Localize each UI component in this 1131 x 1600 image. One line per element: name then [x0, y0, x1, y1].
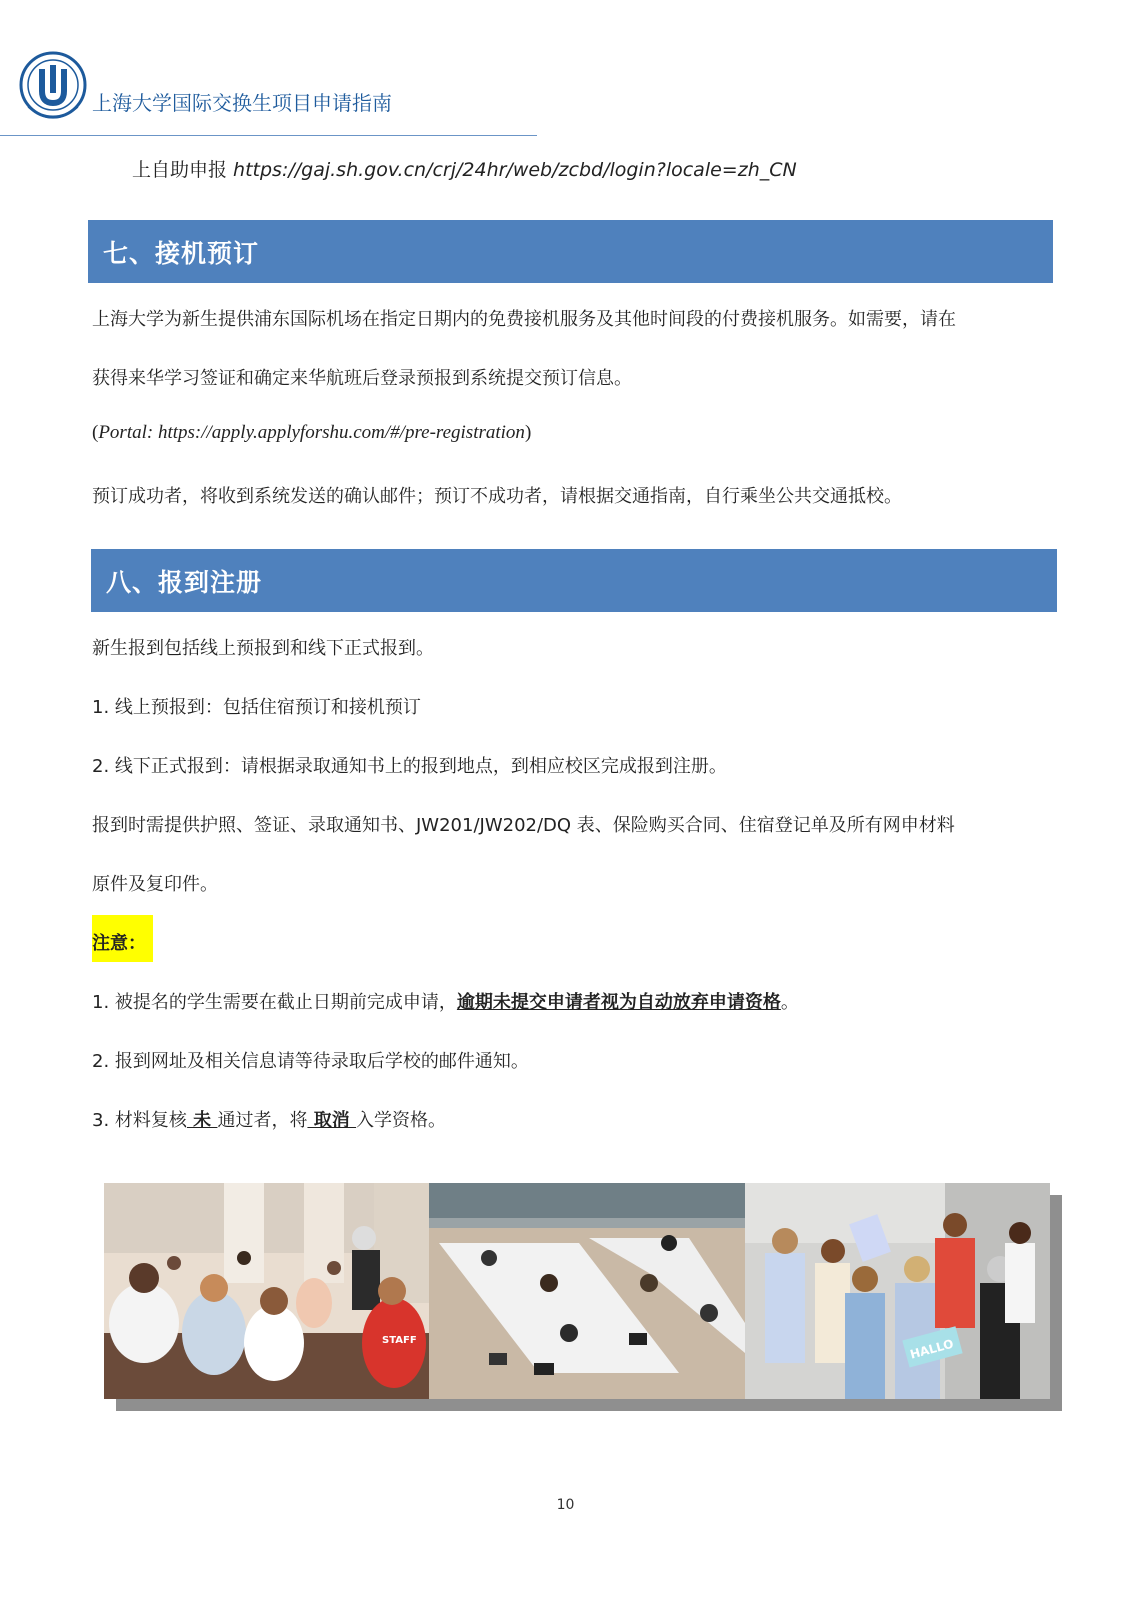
portal-close-paren: ) — [524, 422, 532, 443]
pickup-paragraph-line-1: 上海大学为新生提供浦东国际机场在指定日期内的免费接机服务及其他时间段的付费接机服务。如需要，请在 — [92, 309, 956, 330]
note-3-part-c: 入学资格。 — [356, 1110, 446, 1131]
portal-open-paren: ( — [92, 422, 99, 443]
section-heading-registration — [91, 549, 1057, 612]
declaration-url[interactable]: https://gaj.sh.gov.cn/crj/24hr/web/zcbd/login?locale=zh_CN — [233, 159, 797, 181]
shanghai-university-logo — [18, 45, 88, 131]
note-1-suffix: 。 — [780, 992, 799, 1013]
pickup-confirmation-text: 预订成功者，将收到系统发送的确认邮件；预订不成功者，请根据交通指南，自行乘坐公共交通抵校。 — [92, 486, 902, 507]
note-label: 注意： — [92, 933, 146, 954]
required-materials-line-2: 原件及复印件。 — [92, 874, 218, 895]
note-1-emphasis: 逾期未提交申请者视为自动放弃申请资格 — [456, 992, 781, 1013]
group-photo — [745, 1183, 1050, 1399]
note-item-2: 2. 报到网址及相关信息请等待录取后学校的邮件通知。 — [92, 1051, 529, 1072]
page-number: 10 — [556, 1497, 575, 1513]
note-3-cancel: 取消 — [307, 1110, 356, 1131]
section-heading-text: 七、接机预订 — [103, 239, 260, 268]
pickup-paragraph-line-2: 获得来华学习签证和确定来华航班后登录预报到系统提交预订信息。 — [92, 368, 632, 389]
exit-entry-declaration-line — [132, 155, 797, 182]
portal-line — [92, 422, 531, 444]
note-3-not: 未 — [186, 1110, 218, 1131]
staff-shirt-text: STAFF — [382, 1335, 417, 1346]
photo-strip — [104, 1183, 1050, 1399]
registration-item-online: 1. 线上预报到：包括住宿预订和接机预订 — [92, 697, 421, 718]
document-title: 上海大学国际交换生项目申请指南 — [92, 91, 392, 115]
study-hall-photo — [429, 1183, 745, 1399]
note-item-3 — [92, 1106, 446, 1132]
registration-item-offline: 2. 线下正式报到：请根据录取通知书上的报到地点，到相应校区完成报到注册。 — [92, 756, 727, 777]
note-3-part-a: 3. 材料复核 — [92, 1110, 187, 1131]
header-divider — [0, 135, 537, 136]
declaration-prefix: 上自助申报 — [132, 159, 234, 181]
registration-intro: 新生报到包括线上预报到和线下正式报到。 — [92, 638, 434, 659]
note-1-prefix: 1. 被提名的学生需要在截止日期前完成申请， — [92, 992, 457, 1013]
section-heading-text: 八、报到注册 — [106, 568, 263, 597]
note-item-1 — [92, 988, 799, 1014]
note-3-part-b: 通过者，将 — [217, 1110, 308, 1131]
section-heading-airport-pickup — [88, 220, 1053, 283]
classroom-photo — [104, 1183, 429, 1399]
required-materials-line-1: 报到时需提供护照、签证、录取通知书、JW201/JW202/DQ 表、保险购买合同、住宿登记单及所有网申材料 — [92, 815, 955, 836]
hallo-sign-text: HALLO — [908, 1336, 956, 1362]
portal-link[interactable]: Portal: https://apply.applyforshu.com/#/pre-registration — [98, 422, 525, 443]
page-header — [0, 0, 1131, 140]
